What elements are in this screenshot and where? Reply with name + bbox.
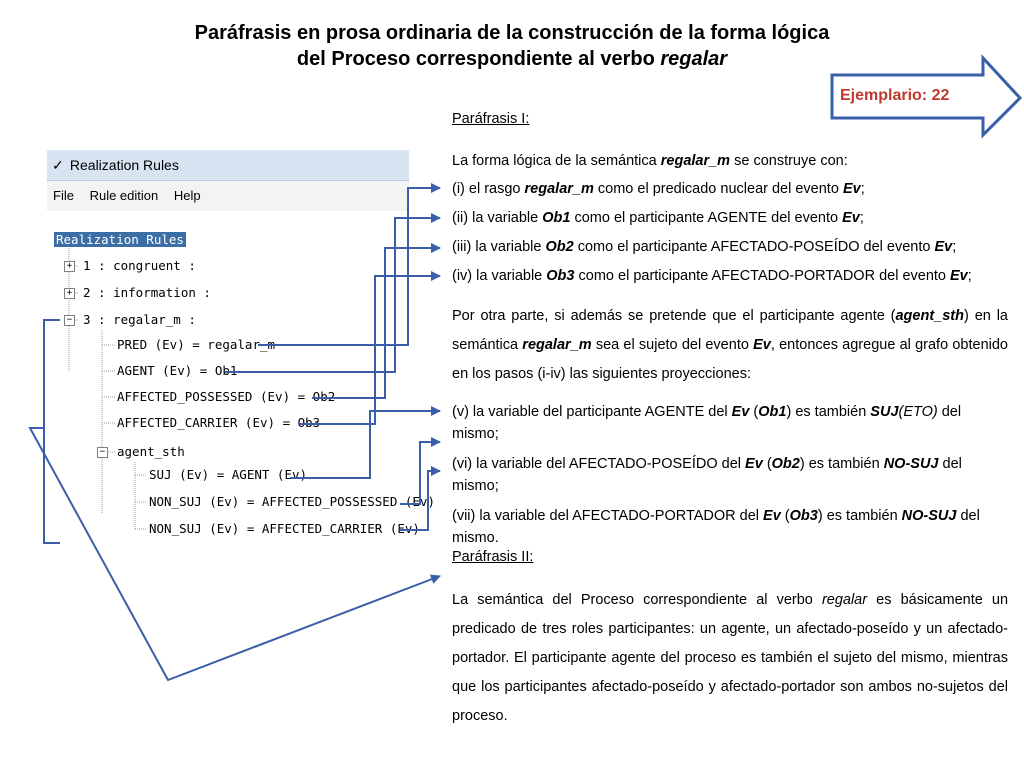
intro-a: La forma lógica de la semántica xyxy=(452,153,661,169)
tree-item-congruent[interactable]: 1 : congruent : xyxy=(83,258,196,273)
projection-vii: (vii) la variable del AFECTADO-PORTADOR del Ev (Ob3) es también NO-SUJ del mismo. xyxy=(452,508,980,546)
step-iv: (iv) la variable Ob3 como el participante AFECTADO-PORTADOR del evento Ev; xyxy=(452,268,972,284)
paraphrase-2-heading-text: Paráfrasis II: xyxy=(452,549,534,565)
tree-root-label: Realization Rules xyxy=(56,232,184,247)
step-ii: (ii) la variable Ob1 como el participante AGENTE del evento Ev; xyxy=(452,210,864,226)
arrow-projection-v xyxy=(290,411,440,478)
step-iii: (iii) la variable Ob2 como el participante AFECTADO-POSEÍDO del evento Ev; xyxy=(452,239,957,255)
title-line2-prefix: del Proceso correspondiente al verbo xyxy=(296,48,661,70)
bracket-regalar-subtree xyxy=(44,320,60,543)
expand-plus-icon[interactable]: + xyxy=(64,261,75,272)
step-i: (i) el rasgo regalar_m como el predicado nuclear del evento Ev; xyxy=(452,181,865,197)
expand-plus-icon[interactable]: + xyxy=(64,288,75,299)
projection-vi: (vi) la variable del AFECTADO-POSEÍDO del Ev (Ob2) es también NO-SUJ del mismo; xyxy=(452,456,962,494)
paraphrase-2-body: La semántica del Proceso correspondiente al verbo regalar es básicamente un predicado de tres roles participantes: un agente, un afectado-poseído y un afectado-portador. El participante agente del proceso es también el sujeto del mismo, mientras que los participantes afectado-poseído y afectado-portador son ambos no-sujetos del proceso. xyxy=(452,592,1009,724)
collapse-minus-icon[interactable]: − xyxy=(64,315,75,326)
tree-item-non-suj-carrier[interactable]: NON_SUJ (Ev) = AFFECTED_CARRIER (Ev) xyxy=(149,521,420,536)
collapse-minus-icon[interactable]: − xyxy=(97,447,108,458)
tree-item-regalar-m[interactable]: 3 : regalar_m : xyxy=(83,312,196,327)
tree-item-information[interactable]: 2 : information : xyxy=(83,285,211,300)
ejemplario-badge: Ejemplario: 22 xyxy=(840,87,950,104)
window-title: Realization Rules xyxy=(69,157,179,173)
paraphrase-1-heading-text: Paráfrasis I: xyxy=(452,111,530,127)
arrow-projection-vi xyxy=(400,442,440,504)
paraphrase-1-extra: Por otra parte, si además se pretende que el participante agente (agent_sth) en la semántica regalar_m sea el sujeto del evento Ev, entonces agregue al grafo obtenido en los pasos (i-iv) las siguientes proyecciones: xyxy=(452,308,1008,382)
tree-item-pred[interactable]: PRED (Ev) = regalar_m xyxy=(117,337,276,352)
tree-item-affected-carrier[interactable]: AFFECTED_CARRIER (Ev) = Ob3 xyxy=(117,415,321,430)
intro-b: regalar_m xyxy=(660,153,731,169)
tree-item-agent-sth[interactable]: agent_sth xyxy=(117,444,185,459)
projection-v: (v) la variable del participante AGENTE del Ev (Ob1) es también SUJ(ETO) del mismo; xyxy=(452,404,962,442)
slide-title-line1: Paráfrasis en prosa ordinaria de la construcción de la forma lógica xyxy=(194,22,830,44)
tree-item-affected-possessed[interactable]: AFFECTED_POSSESSED (Ev) = Ob2 xyxy=(117,389,336,404)
arrow-paraphrase-2 xyxy=(30,428,440,680)
tree-item-non-suj-possessed[interactable]: NON_SUJ (Ev) = AFFECTED_POSSESSED (Ev) xyxy=(149,494,435,509)
tree-item-suj[interactable]: SUJ (Ev) = AGENT (Ev) xyxy=(149,467,308,482)
menu-file[interactable]: File xyxy=(53,188,74,203)
intro-c: se construye con: xyxy=(730,153,848,169)
arrow-step-iv xyxy=(300,276,440,424)
title-line2-em: regalar xyxy=(660,48,728,70)
tree-item-agent[interactable]: AGENT (Ev) = Ob1 xyxy=(117,363,238,378)
menu-help[interactable]: Help xyxy=(173,188,201,203)
checkmark-icon: ✓ xyxy=(52,157,64,173)
arrow-step-i xyxy=(258,188,440,345)
menu-rule-edition[interactable]: Rule edition xyxy=(89,188,159,203)
